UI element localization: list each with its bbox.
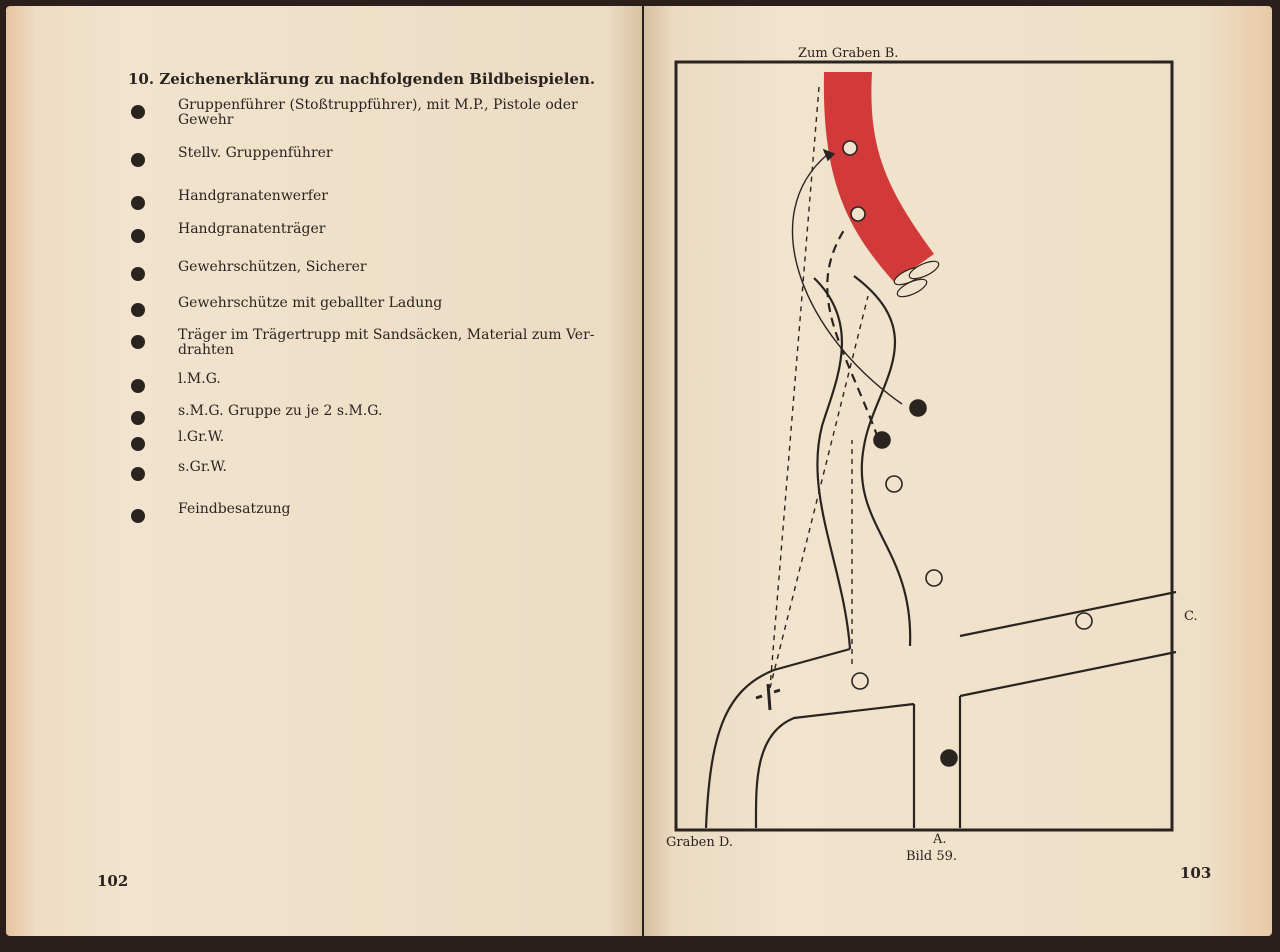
enemy-trench-section [824, 72, 934, 282]
rifleman-marker [926, 570, 942, 586]
grenade-carrier-icon [106, 222, 176, 246]
label-a: A. [933, 832, 947, 847]
legend-label: s.M.G. Gruppe zu je 2 s.M.G. [178, 403, 383, 419]
legend-label: Handgranatenwerfer [178, 188, 328, 204]
legend-label: Stellv. Gruppenführer [178, 145, 333, 161]
grenade-carrier-marker [886, 476, 902, 492]
grenade-thrower-marker [874, 432, 890, 448]
heavy-mg-group-icon [106, 404, 176, 428]
label-graben-d: Graben D. [666, 835, 733, 850]
left-page [6, 6, 642, 936]
group-leader-icon [106, 98, 176, 122]
rifleman-icon [106, 260, 176, 284]
trench-diagram [644, 6, 1272, 936]
unit-markers [756, 400, 1092, 766]
assault-arrow-dashed [827, 230, 878, 438]
trench-wall-left [814, 278, 850, 649]
legend-label: l.M.G. [178, 371, 221, 387]
label-c: C. [1184, 609, 1198, 624]
figure-caption: Bild 59. [906, 849, 957, 864]
group-leader-marker [941, 750, 957, 766]
rifleman-charge-icon [106, 296, 176, 320]
legend-label: Gruppenführer (Stoßtruppführer), mit M.P., Pistole oder Gewehr [178, 97, 578, 128]
trench-walls-lower [756, 696, 960, 828]
trench-walls-cross [706, 592, 1176, 828]
trench-wall-right [854, 276, 910, 646]
enemy-occupation-icon [106, 502, 176, 526]
page-number-right: 103 [1180, 864, 1212, 882]
carrier-icon [106, 328, 176, 352]
legend-label: l.Gr.W. [178, 429, 225, 445]
page-number-left: 102 [97, 872, 129, 890]
deputy-group-leader-icon [106, 146, 176, 170]
rifleman-marker [1076, 613, 1092, 629]
legend-heading: 10. Zeichenerklärung zu nachfolgenden Bildbeispielen. [128, 70, 596, 88]
legend-label: Gewehrschützen, Sicherer [178, 259, 367, 275]
grenade-thrower-icon [106, 189, 176, 213]
legend-label: Handgranatenträger [178, 221, 326, 237]
light-mg-icon [106, 372, 176, 396]
rifleman-marker [852, 673, 868, 689]
legend-label: Gewehrschütze mit geballter Ladung [178, 295, 443, 311]
grenade-thrower-marker [910, 400, 926, 416]
legend-label: Feindbesatzung [178, 501, 291, 517]
legend-label: s.Gr.W. [178, 459, 227, 475]
right-page [644, 6, 1272, 936]
light-mortar-icon [106, 430, 176, 454]
heavy-mortar-icon [106, 460, 176, 484]
label-zum-graben-b: Zum Graben B. [798, 46, 899, 61]
legend-label: Träger im Trägertrupp mit Sandsäcken, Material zum Ver- drahten [178, 327, 595, 358]
light-mg-marker [756, 684, 780, 710]
